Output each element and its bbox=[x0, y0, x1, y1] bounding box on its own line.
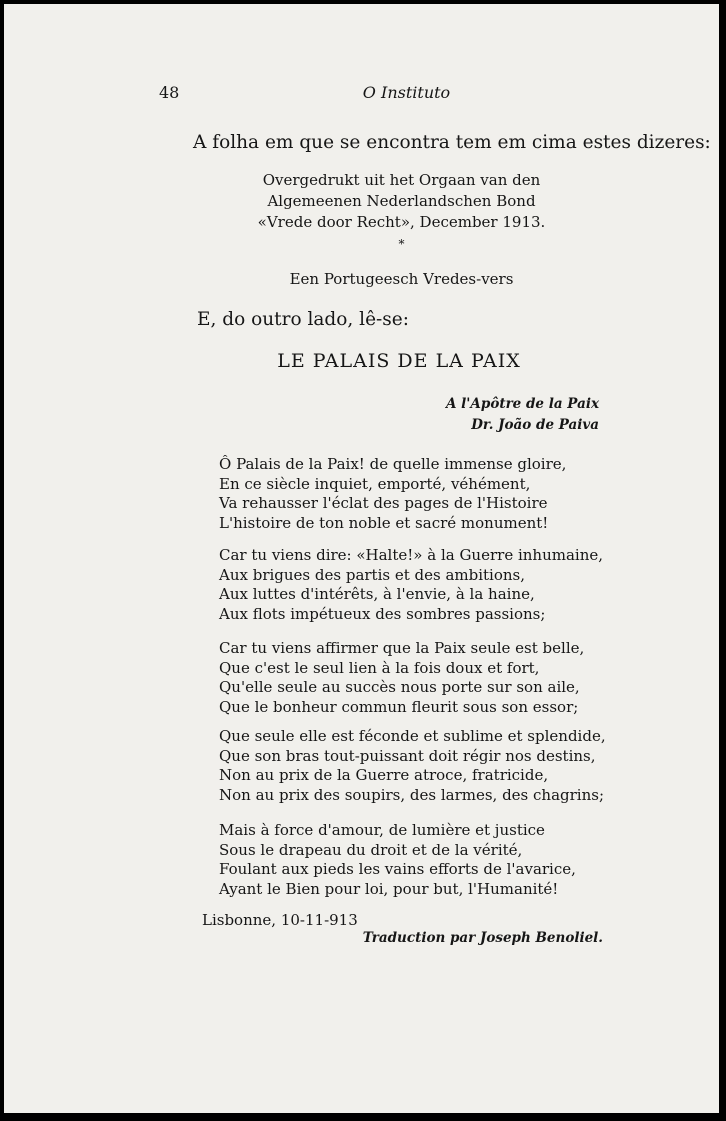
verse-line: Ô Palais de la Paix! de quelle immense gloire, bbox=[219, 455, 567, 473]
verse-line: Car tu viens affirmer que la Paix seule est belle, bbox=[219, 639, 585, 657]
page-number: 48 bbox=[159, 83, 180, 102]
quote-title: Een Portugeesch Vredes-vers bbox=[289, 270, 514, 288]
other-side-paragraph: E, do outro lado, lê-se: bbox=[197, 309, 409, 330]
poem-stanza bbox=[219, 639, 584, 717]
verse-line: L'histoire de ton noble et sacré monument! bbox=[219, 513, 549, 532]
asterisk-separator: * bbox=[398, 237, 405, 251]
verse-line: Va rehausser l'éclat des pages de l'Histoire bbox=[219, 494, 548, 512]
verse-line: Que le bonheur commun fleurit sous son essor; bbox=[219, 697, 579, 716]
poem-stanza bbox=[219, 727, 606, 805]
verse-line: Aux luttes d'intérêts, à l'envie, à la haine, bbox=[219, 585, 535, 603]
verse-line: Non au prix de la Guerre atroce, fratricide, bbox=[219, 766, 549, 784]
poem-dedication bbox=[446, 394, 599, 436]
verse-line: Que c'est le seul lien à la fois doux et fort, bbox=[219, 658, 540, 677]
verse-line: Foulant aux pieds les vains efforts de l'avarice, bbox=[219, 860, 576, 878]
verse-line: En ce siècle inquiet, emporté, véhément, bbox=[219, 474, 531, 493]
verse-line: Que son bras tout-puissant doit régir nos destins, bbox=[219, 746, 596, 765]
quoted-header bbox=[4, 170, 726, 233]
poem-stanza bbox=[219, 455, 566, 533]
quote-line: Algemeenen Nederlandschen Bond bbox=[267, 192, 536, 210]
verse-line: Non au prix des soupirs, des larmes, des chagrins; bbox=[219, 785, 605, 804]
verse-line: Aux brigues des partis et des ambitions, bbox=[219, 565, 526, 584]
poem-stanza bbox=[219, 821, 576, 899]
dedication-line: Dr. João de Paiva bbox=[471, 417, 599, 433]
book-page bbox=[4, 4, 719, 1113]
verse-line: Sous le drapeau du droit et de la vérité, bbox=[219, 840, 523, 859]
quote-line: Overgedrukt uit het Orgaan van den bbox=[262, 171, 541, 189]
verse-line: Que seule elle est féconde et sublime et splendide, bbox=[219, 727, 606, 745]
dedication-line: A l'Apôtre de la Paix bbox=[445, 396, 599, 412]
verse-line: Qu'elle seule au succès nous porte sur son aile, bbox=[219, 678, 580, 696]
poem-stanza bbox=[219, 546, 603, 624]
poem-title: LE PALAIS DE LA PAIX bbox=[277, 350, 521, 372]
running-title: O Instituto bbox=[362, 83, 451, 102]
translator-credit: Traduction par Joseph Benoliel. bbox=[362, 930, 603, 946]
verse-line: Mais à force d'amour, de lumière et justice bbox=[219, 821, 545, 839]
place-date: Lisbonne, 10-11-913 bbox=[202, 911, 358, 929]
verse-line: Car tu viens dire: «Halte!» à la Guerre inhumaine, bbox=[219, 546, 604, 564]
verse-line: Aux flots impétueux des sombres passions; bbox=[219, 604, 546, 623]
quote-line: «Vrede door Recht», December 1913. bbox=[257, 213, 546, 231]
verse-line: Ayant le Bien pour loi, pour but, l'Humanité! bbox=[219, 879, 559, 898]
intro-paragraph: A folha em que se encontra tem em cima estes dizeres: bbox=[193, 132, 711, 153]
